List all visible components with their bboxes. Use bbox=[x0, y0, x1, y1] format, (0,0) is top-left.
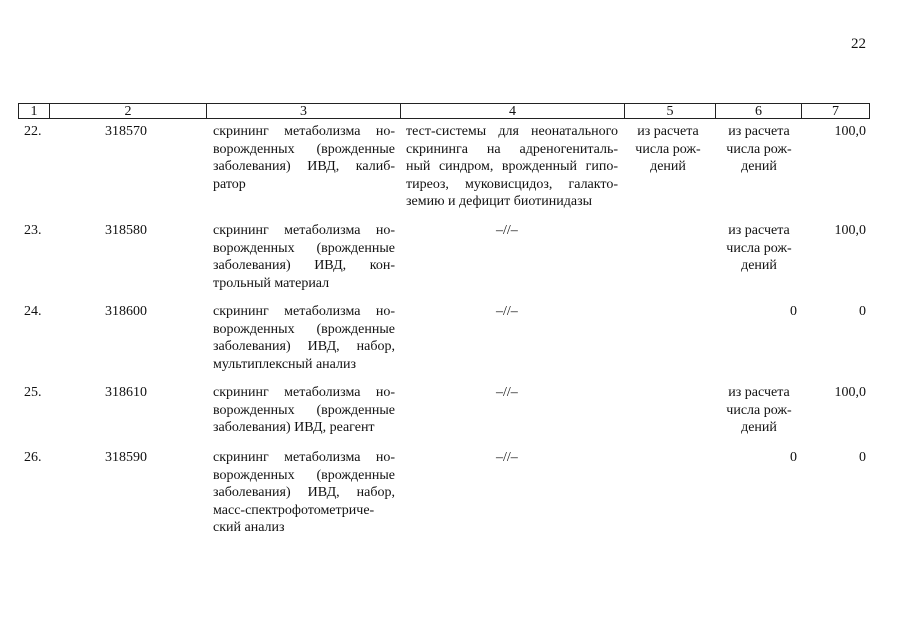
row-col6 bbox=[718, 222, 800, 275]
row-name-line: заболевания) ИВД, набор, bbox=[213, 485, 395, 500]
row-name-line: скрининг метаболизма но- bbox=[213, 223, 395, 238]
row-description-line: земию и дефицит биотинидазы bbox=[406, 194, 593, 209]
row-col6-line: дений bbox=[741, 420, 777, 435]
page-number: 22 bbox=[851, 36, 866, 52]
row-name bbox=[213, 123, 395, 193]
row-col7: 0 bbox=[859, 450, 866, 465]
row-col7: 100,0 bbox=[834, 124, 866, 139]
row-number: 25. bbox=[24, 385, 42, 400]
row-col6: 0 bbox=[790, 304, 797, 319]
row-name-line: заболевания) ИВД, набор, bbox=[213, 339, 395, 354]
row-description-line: скрининга на адреногениталь- bbox=[406, 141, 618, 157]
row-description-line: тиреоз, муковисцидоз, галакто- bbox=[406, 176, 618, 192]
row-name-line: ратор bbox=[213, 176, 246, 192]
column-header-2: 2 bbox=[50, 104, 207, 119]
column-header-1: 1 bbox=[19, 104, 50, 119]
row-number: 23. bbox=[24, 223, 42, 238]
row-col6 bbox=[718, 123, 800, 176]
row-col6-line: дений bbox=[741, 159, 777, 174]
row-number: 26. bbox=[24, 450, 42, 465]
row-number: 22. bbox=[24, 124, 42, 139]
row-description-ditto: –//– bbox=[496, 385, 518, 400]
column-header-6: 6 bbox=[716, 104, 802, 119]
row-description-ditto: –//– bbox=[496, 223, 518, 238]
row-col6-line: из расчета bbox=[728, 124, 790, 139]
row-col6 bbox=[718, 384, 800, 437]
row-code: 318610 bbox=[105, 385, 147, 400]
row-name-line: масс-спектрофотометриче- bbox=[213, 502, 375, 518]
row-name-line: заболевания) ИВД, кон- bbox=[213, 258, 395, 273]
row-col7: 100,0 bbox=[834, 385, 866, 400]
row-col7: 100,0 bbox=[834, 223, 866, 238]
row-number: 24. bbox=[24, 304, 42, 319]
row-col5-line: числа рож- bbox=[635, 141, 701, 157]
row-col6-line: из расчета bbox=[728, 385, 790, 400]
row-col5 bbox=[628, 123, 708, 176]
row-name bbox=[213, 384, 395, 437]
row-code: 318600 bbox=[105, 304, 147, 319]
row-description-ditto: –//– bbox=[496, 450, 518, 465]
row-code: 318570 bbox=[105, 124, 147, 139]
row-col6-line: из расчета bbox=[728, 223, 790, 238]
row-description-ditto: –//– bbox=[496, 304, 518, 319]
row-col7: 0 bbox=[859, 304, 866, 319]
row-col6-line: числа рож- bbox=[726, 402, 792, 418]
row-code: 318580 bbox=[105, 223, 147, 238]
row-name bbox=[213, 222, 395, 292]
row-code: 318590 bbox=[105, 450, 147, 465]
row-name-line: скрининг метаболизма но- bbox=[213, 304, 395, 319]
row-description-line: тест-системы для неонатального bbox=[406, 124, 618, 139]
row-name-line: ворожденных (врожденные bbox=[213, 321, 395, 337]
row-name bbox=[213, 303, 395, 373]
column-header-4: 4 bbox=[401, 104, 625, 119]
row-name bbox=[213, 449, 395, 537]
row-name-line: ворожденных (врожденные bbox=[213, 141, 395, 157]
row-name-line: ский анализ bbox=[213, 520, 285, 535]
row-name-line: трольный материал bbox=[213, 275, 330, 291]
row-name-line: ворожденных (врожденные bbox=[213, 402, 395, 418]
row-col5-line: из расчета bbox=[637, 124, 699, 139]
row-name-line: скрининг метаболизма но- bbox=[213, 385, 395, 400]
column-header-5: 5 bbox=[625, 104, 716, 119]
row-description-line: ный синдром, врожденный гипо- bbox=[406, 159, 618, 174]
table-header bbox=[18, 103, 870, 119]
row-name-line: ворожденных (врожденные bbox=[213, 467, 395, 483]
row-description bbox=[406, 123, 618, 211]
row-name-line: заболевания) ИВД, калиб- bbox=[213, 159, 395, 174]
row-name-line: заболевания) ИВД, реагент bbox=[213, 420, 375, 435]
row-col6-line: дений bbox=[741, 258, 777, 273]
row-col6-line: числа рож- bbox=[726, 141, 792, 157]
column-header-7: 7 bbox=[832, 104, 839, 119]
column-header-3: 3 bbox=[207, 104, 401, 119]
row-name-line: скрининг метаболизма но- bbox=[213, 450, 395, 465]
row-name-line: скрининг метаболизма но- bbox=[213, 124, 395, 139]
row-col5-line: дений bbox=[650, 159, 686, 174]
row-col6-line: числа рож- bbox=[726, 240, 792, 256]
row-col6: 0 bbox=[790, 450, 797, 465]
row-name-line: ворожденных (врожденные bbox=[213, 240, 395, 256]
row-name-line: мультиплексный анализ bbox=[213, 356, 356, 372]
